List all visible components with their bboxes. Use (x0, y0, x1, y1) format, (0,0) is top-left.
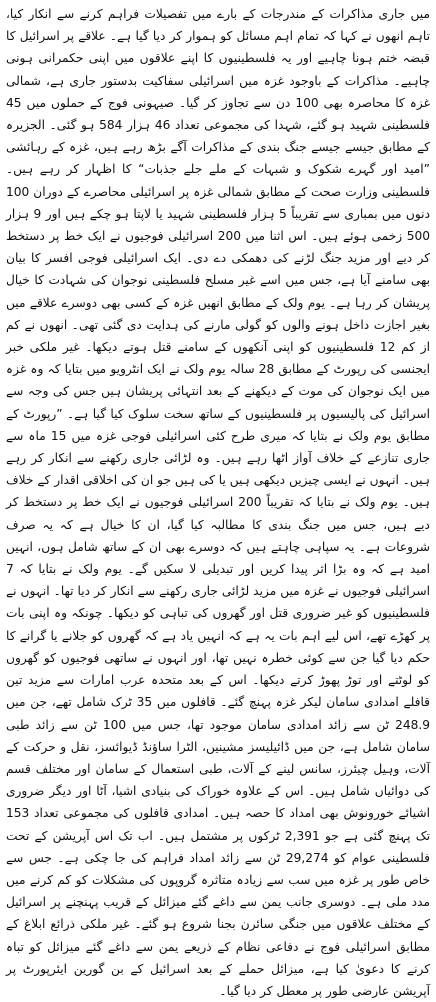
article-body-text: میں جاری مذاکرات کے مندرجات کے بارے میں تفصیلات فراہم کرنے سے انکار کیا، تاہم انھوں نے کہا کہ تمام اہم مسائل کو ہموار کر دیا گیا ہے۔ علاقے پر اسرائیل کا قبضہ ختم ہونا چاہیے اور یہ فلسطینیوں کا اپنے علاقوں میں اپنی حکمرانی ہونی چاہیے۔ مذاکرات کے باوجود غزہ میں اسرائیلی سفاکیت بدستور جاری ہے، شمالی غزہ کا محاصرہ بھی 100 دن سے تجاوز کر گیا۔ صیہونی فوج کے حملوں میں 45 فلسطینی شہید ہو گئے، شہدا کی مجموعی تعداد 46 ہزار 584 ہو گئی۔ الجزیرہ کے مطابق جیسے جیسے جنگ بندی کے مذاکرات آگے بڑھ رہے ہیں، غزہ کے رہائشی ”امید اور گہرے شکوک و شبہات کے ملے جلے جذبات“ کا اظہار کر رہے ہیں۔ فلسطینی وزارت صحت کے مطابق شمالی غزہ پر اسرائیلی محاصرے کے دوران 100 دنوں میں بمباری سے تقریباً 5 ہزار فلسطینی شہید یا لاپتا ہو چکے ہیں اور 9 ہزار 500 زخمی ہوئے ہیں۔ اس اثنا میں 200 اسرائیلی فوجیوں نے ایک خط پر دستخط کر دیے اور مزید جنگ لڑنے کی دھمکی دے دی۔ ایک اسرائیلی فوجی افسر کا بیان بھی سامنے آیا ہے، جس میں اسے غیر مسلح فلسطینی نوجوان کی شہادت کا خیال پریشان کر رہا ہے۔ یوم ولک کے مطابق انھیں غزہ کے کسی بھی دوسرے علاقے میں بغیر اجازت داخل ہونے والوں کو گولی مارنے کی ہدایت دی گئی تھی۔ انھوں نے کم از کم 12 فلسطینیوں کو اپنی آنکھوں کے سامنے قتل ہوتے دیکھا۔ غیر ملکی خبر ایجنسی کی رپورٹ کے مطابق 28 سالہ یوم ولک نے ایک انٹرویو میں بتایا کہ وہ غزہ میں ایک نوجوان کی موت کے دیکھنے کے بعد انتہائی پریشان ہیں جس کی وجہ سے اسرائیل کی پالیسیوں پر فلسطینیوں کے ساتھ سخت سلوک کیا گیا ہے۔ ”رپورٹ کے مطابق یوم ولک نے بتایا کہ میری طرح کئی اسرائیلی فوجی غزہ میں 15 ماہ سے جاری تنازعے کے خلاف آواز اٹھا رہے ہیں۔ وہ لڑائی جاری رکھنے سے انکار کر رہے ہیں۔ انہوں نے ایسی چیزیں دیکھی ہیں یا کی ہیں جو ان کی اخلاقی اقدار کے خلاف ہیں۔ یوم ولک نے بتایا کہ تقریباً 200 اسرائیلی فوجیوں نے ایک خط پر دستخط کر دیے ہیں، جس میں جنگ بندی کا مطالبہ کیا گیا، ان کا خیال ہے کہ یہ صرف شروعات ہے۔ یہ سپاہی چاہتے ہیں کہ دوسرے بھی ان کے ساتھ شامل ہوں، انہیں امید ہے کہ وہ بڑا اثر پیدا کریں اور تبدیلی لا سکیں گے۔ یوم ولک نے بتایا کہ 7 اسرائیلی فوجیوں نے غزہ میں مزید لڑائی جاری رکھنے سے انکار کر دیا تھا۔ انہوں نے فلسطینیوں کو غیر ضروری قتل اور گھروں کی تباہی کو دیکھا۔ چونکہ وہ اپنی بات پر کھڑے تھے، اس لیے اہم بات یہ ہے کہ انہیں یاد ہے کہ گھروں کو جلانے یا گرانے کا حکم دیا گیا جن سے کوئی خطرہ نہیں تھا، اور انہوں نے ساتھی فوجیوں کو گھروں کو لوٹتے اور توڑ پھوڑ کرتے دیکھا۔ اس کے بعد متحدہ عرب امارات سے مزید تین قافلے امدادی سامان لیکر غزہ پہنچ گئے۔ قافلوں میں 35 ٹرک شامل تھے، جن میں 248.9 ٹن سے زائد امدادی سامان موجود تھا، جس میں 100 ٹن سے زائد طبی سامان شامل ہے، جن میں ڈائیلیسز مشینیں، الٹرا ساؤنڈ ڈیوائسز، نقل و حرکت کے آلات، وہیل چیئرز، سانس لینے کے آلات، طبی استعمال کے سامان اور مختلف قسم کی دوائیاں شامل ہیں۔ اس کے علاوہ خوراک کی بنیادی اشیا، آٹا اور دیگر ضروری اشیائے خورونوش بھی امداد کا حصہ ہیں۔ امدادی قافلوں کی مجموعی تعداد 153 تک پہنچ گئی ہے جو 2,391 ٹرکوں پر مشتمل ہیں۔ اب تک اس آپریشن کے تحت فلسطینی عوام کو 29,274 ٹن سے زائد امداد فراہم کی جا چکی ہے۔ جس سے خاص طور پر غزہ میں سب سے زیادہ متاثرہ گروپوں کی مشکلات کو کم کرنے میں مدد ملی ہے۔ دوسری جانب یمن سے داغے گئے میزائل کے قریب پہنچنے پر اسرائیل کے مختلف علاقوں میں جنگی سائرن بجنا شروع ہو گئے۔ غیر ملکی ذرائع ابلاغ کے مطابق اسرائیلی فوج نے دفاعی نظام کے ذریعے یمن سے داغے گئے میزائل کو تباہ کرنے کا دعویٰ کیا ہے، میزائل حملے کے بعد اسرائیل کے بن گورین ایئرپورٹ پر آپریشن عارضی طور پر معطل کر دیا گیا۔ (6, 7, 431, 998)
